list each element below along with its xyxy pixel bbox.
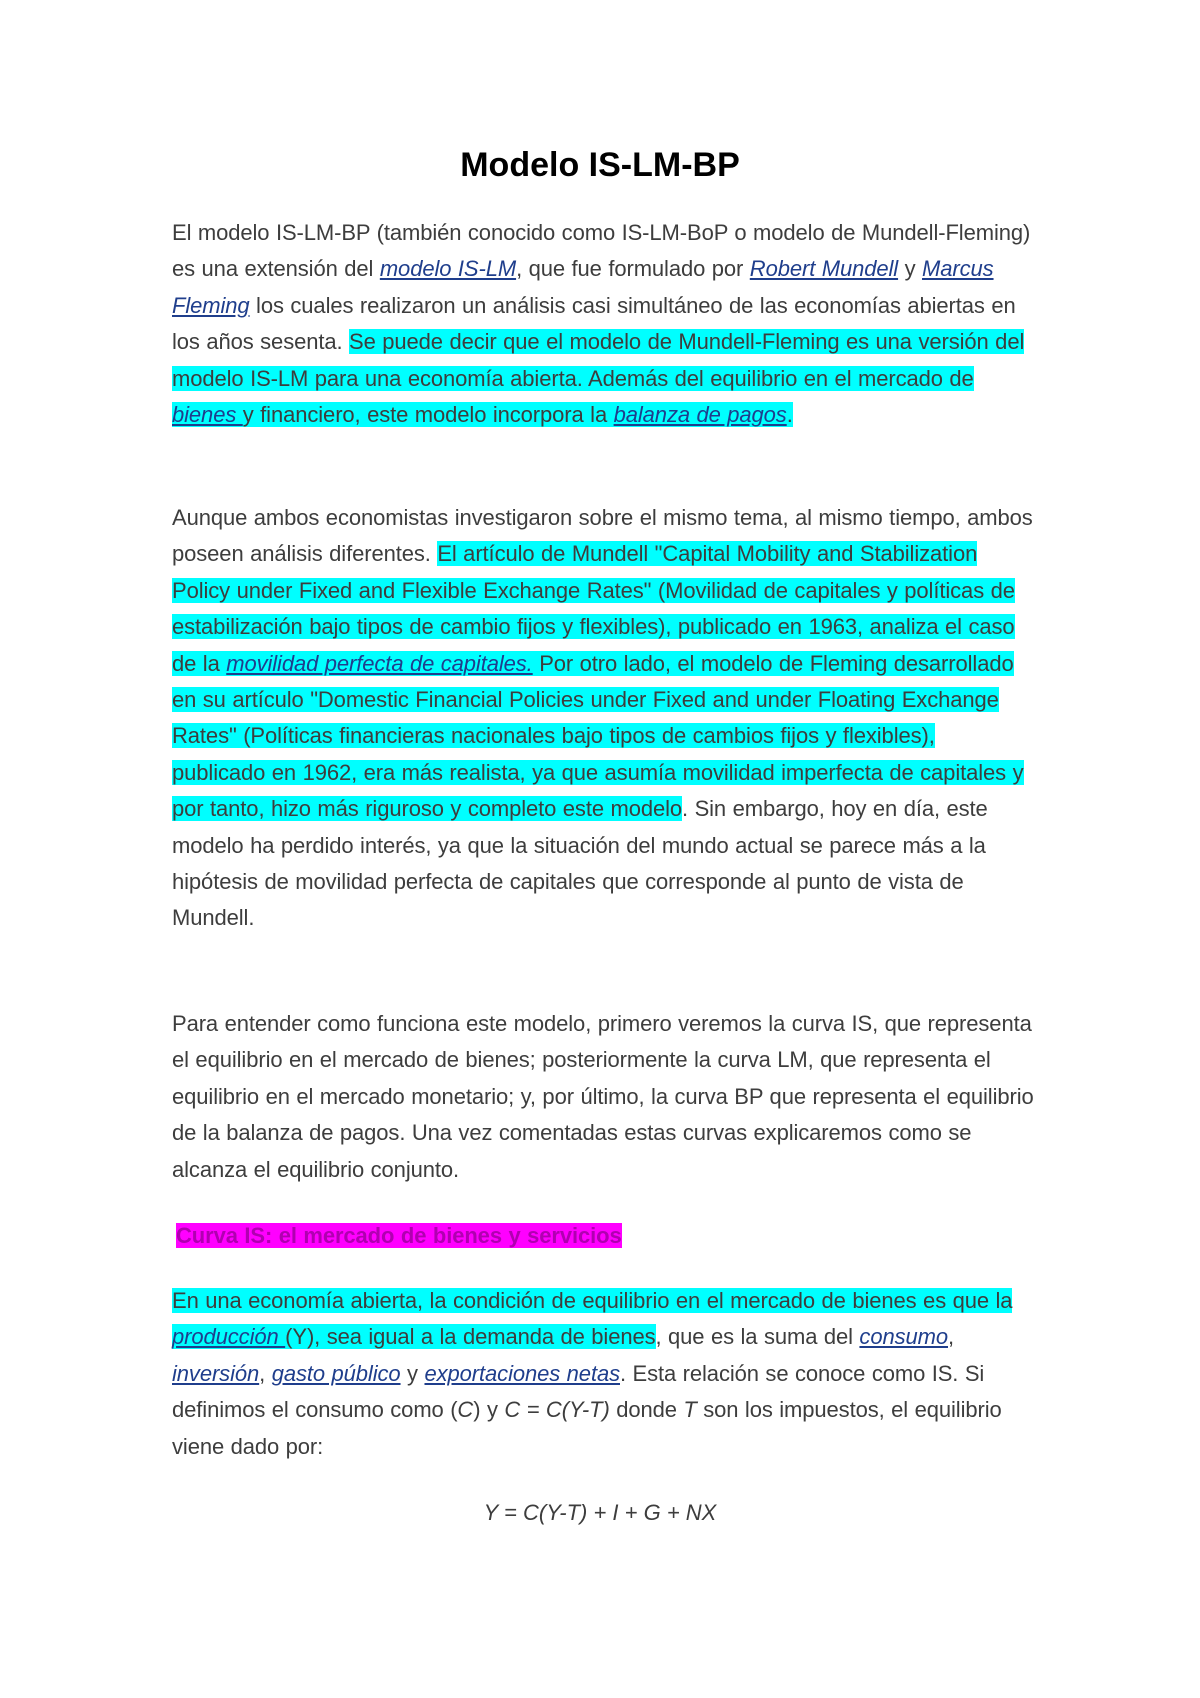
variable-t: T xyxy=(683,1397,697,1423)
paragraph-intro xyxy=(172,215,1034,433)
link-produccion[interactable]: producción xyxy=(172,1324,286,1350)
link-exportaciones-netas[interactable]: exportaciones netas xyxy=(424,1360,620,1386)
link-movilidad-perfecta[interactable]: movilidad perfecta de capitales. xyxy=(226,650,533,676)
equilibrium-formula: Y = C(Y-T) + I + G + NX xyxy=(483,1500,717,1525)
paragraph-economists xyxy=(172,500,1034,937)
link-marcus-fleming[interactable]: Marcus Fleming xyxy=(172,256,994,318)
text-run: , xyxy=(948,1324,955,1350)
text-run: , que fue formulado por xyxy=(516,256,750,282)
link-balanza-de-pagos[interactable]: balanza de pagos xyxy=(613,402,787,428)
text-run: , que es la suma del xyxy=(655,1324,860,1350)
link-bienes[interactable]: bienes xyxy=(172,402,243,428)
text-run: Por otro lado, el modelo de Fleming desarrollado en su artículo "Domestic Financial Policies under Fixed and under Floating Exchange Rates" (Políticas financieras nacionales bajo tipos de cambios fijos y flexibles), publicado en 1962, era más realista, ya que asumía movilidad imperfecta de capitales y por tanto, hizo más riguroso y completo este modelo xyxy=(172,650,1024,822)
link-robert-mundell[interactable]: Robert Mundell xyxy=(749,256,899,282)
text-run: Aunque ambos economistas investigaron sobre el mismo tema, al mismo tiempo, ambos poseen análisis diferentes. xyxy=(172,505,1033,567)
highlighted-heading: Curva IS: el mercado de bienes y servicios xyxy=(176,1223,622,1248)
text-run: ) y xyxy=(473,1397,505,1423)
text-run: y financiero, este modelo incorpora la xyxy=(242,402,614,428)
text-run: y xyxy=(400,1360,425,1386)
highlighted-text xyxy=(172,541,1024,821)
link-gasto-publico[interactable]: gasto público xyxy=(271,1360,401,1386)
text-run: y xyxy=(898,256,923,282)
link-modelo-is-lm[interactable]: modelo IS-LM xyxy=(379,256,517,282)
link-consumo[interactable]: consumo xyxy=(859,1324,948,1350)
text-run: El modelo IS-LM-BP (también conocido como IS-LM-BoP o modelo de Mundell-Fleming) es una extensión del xyxy=(172,220,1031,282)
text-run: En una economía abierta, la condición de equilibrio en el mercado de bienes es que la xyxy=(172,1288,1013,1313)
section-heading-curva-is xyxy=(176,1218,622,1254)
text-run: , xyxy=(259,1360,272,1386)
consumption-function: C = C(Y-T) xyxy=(504,1397,610,1423)
page-title: Modelo IS-LM-BP xyxy=(460,146,740,184)
variable-c: C xyxy=(457,1397,474,1423)
paragraph-equilibrium xyxy=(172,1283,1034,1465)
paragraph-overview: Para entender como funciona este modelo, primero veremos la curva IS, que representa el equilibrio en el mercado de bienes; posteriormente la curva LM, que representa el equilibrio en el mercado monetario; y, por último, la curva BP que representa el equilibrio de la balanza de pagos. Una vez comentadas estas curvas explicaremos como se alcanza el equilibrio conjunto. xyxy=(172,1011,1034,1182)
text-run: El artículo de Mundell "Capital Mobility and Stabilization Policy under Fixed and Flexible Exchange Rates" (Movilidad de capitales y políticas de estabilización bajo tipos de cambio fijos y flexibles), publicado en 1963, analiza el caso de la xyxy=(172,541,1015,676)
link-inversion[interactable]: inversión xyxy=(172,1360,260,1386)
text-run: (Y), sea igual a la demanda de bienes xyxy=(285,1324,656,1350)
text-run: son los impuestos, el equilibrio viene dado por: xyxy=(172,1397,1002,1459)
text-run: donde xyxy=(609,1397,684,1423)
text-run: Se puede decir que el modelo de Mundell-Fleming es una versión del modelo IS-LM para una economía abierta. Además del equilibrio en el mercado de xyxy=(172,329,1025,391)
text-run: . Sin embargo, hoy en día, este modelo ha perdido interés, ya que la situación del mundo actual se parece más a la hipótesis de movilidad perfecta de capitales que corresponde al punto de vista de Mundell. xyxy=(172,796,988,931)
text-run: . Esta relación se conoce como IS. Si definimos el consumo como ( xyxy=(172,1360,985,1423)
text-run: . xyxy=(786,402,793,428)
text-run: los cuales realizaron un análisis casi simultáneo de las economías abiertas en los años sesenta. xyxy=(172,292,1016,355)
